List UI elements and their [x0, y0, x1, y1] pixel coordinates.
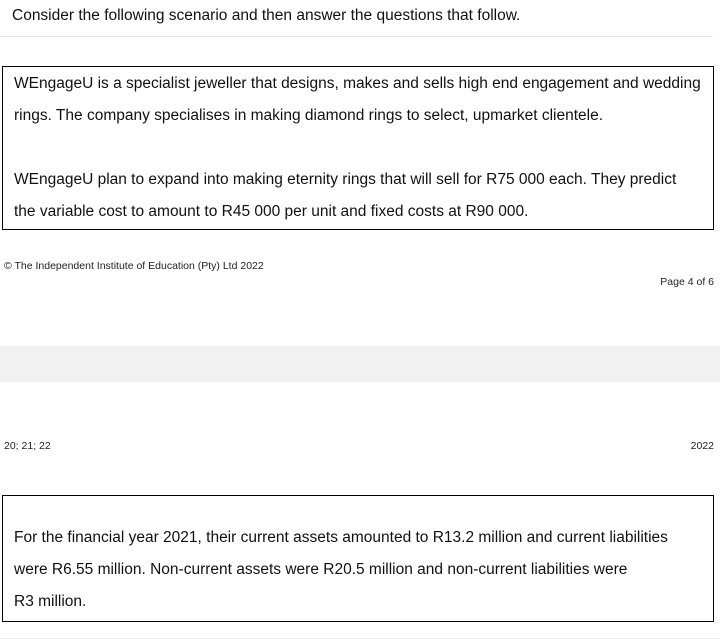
- scenario-line: rings. The company specialises in making diamond rings to select, upmarket clientele.: [14, 107, 603, 124]
- intro-row: [0, 0, 713, 37]
- scenario-line: WEngageU is a specialist jeweller that designs, makes and sells high end engagement and wedding: [14, 75, 701, 92]
- scenario-line: WEngageU plan to expand into making eternity rings that will sell for R75 000 each. They predict: [14, 171, 677, 188]
- financial-box: [2, 495, 714, 622]
- financial-line: were R6.55 million. Non-current assets were R20.5 million and non-current liabilities were: [14, 561, 628, 578]
- copyright-notice: © The Independent Institute of Education (Pty) Ltd 2022: [4, 260, 264, 272]
- page-number: Page 4 of 6: [660, 276, 714, 288]
- scenario-box: [2, 66, 714, 230]
- header-codes: 20; 21; 22: [4, 440, 51, 452]
- intro-text: Consider the following scenario and then answer the questions that follow.: [12, 7, 521, 24]
- financial-line: R3 million.: [14, 593, 87, 610]
- financial-line: For the financial year 2021, their current assets amounted to R13.2 million and current liabilities: [14, 529, 668, 546]
- paragraph-gap: [14, 132, 702, 164]
- scenario-line: the variable cost to amount to R45 000 per unit and fixed costs at R90 000.: [14, 203, 529, 220]
- page-break: [0, 346, 720, 382]
- header-year: 2022: [690, 440, 714, 452]
